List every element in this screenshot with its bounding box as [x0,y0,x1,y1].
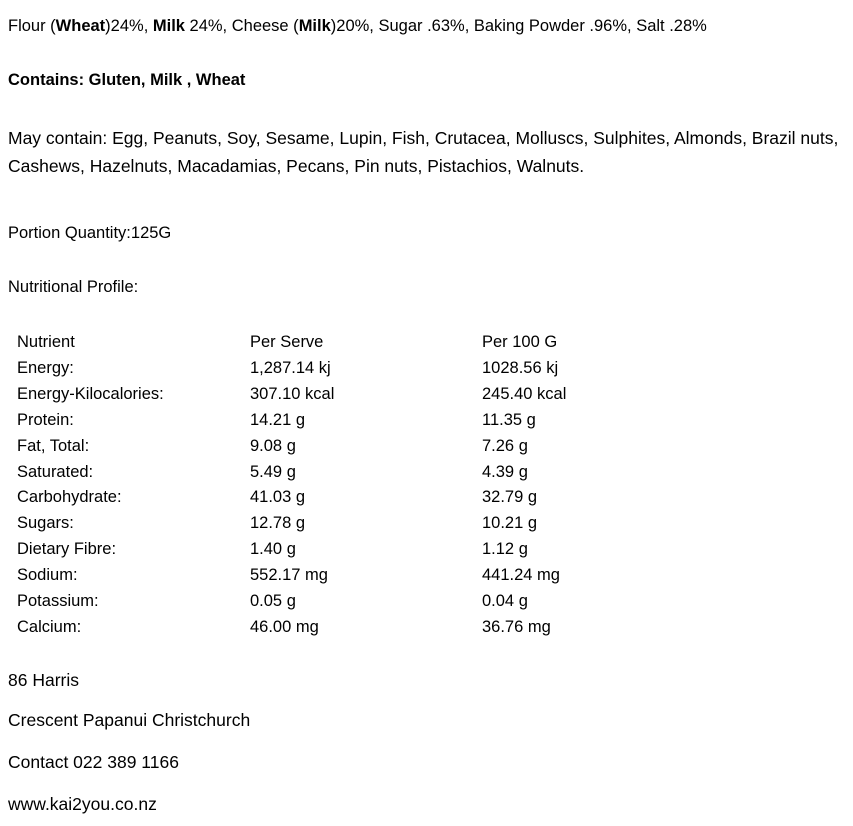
header-per-serve: Per Serve [250,333,324,351]
nutrient-name: Protein: [17,410,74,429]
ingredients-rest: )20%, Sugar .63%, Baking Powder .96%, Salt .28% [330,17,707,35]
nutrient-name: Energy-Kilocalories: [17,384,164,403]
contains-allergens: Contains: Gluten, Milk , Wheat [8,71,246,89]
ingredients-cheese-milk: Milk [298,17,331,35]
nutrition-row [8,356,682,382]
nutritional-profile-heading: Nutritional Profile: [8,278,139,296]
per-serve-value: 552.17 mg [250,566,328,585]
per-100g-value: 0.04 g [482,592,528,611]
website-link[interactable]: www.kai2you.co.nz [8,794,157,814]
per-100g-value: 1028.56 kj [482,358,559,377]
ingredients-milk: Milk [152,17,185,35]
ingredients-flour-pct: )24%, [105,17,153,35]
nutrition-row [8,460,682,486]
ingredients-flour: Flour ( [8,17,56,35]
nutrition-row [8,615,682,641]
per-serve-value: 9.08 g [250,436,296,455]
portion-quantity: Portion Quantity:125G [8,224,172,242]
nutrient-name: Fat, Total: [17,436,90,455]
per-serve-value: 1.40 g [250,540,296,559]
may-contain-line-1: May contain: Egg, Peanuts, Soy, Sesame, Lupin, Fish, Crutacea, Molluscs, Sulphites, Almonds, Brazil nuts, [8,128,839,148]
per-serve-value: 0.05 g [250,592,296,611]
nutrition-row [8,537,682,563]
ingredients-cheese: 24%, Cheese ( [184,17,299,35]
per-serve-value: 12.78 g [250,514,306,533]
per-serve-value: 1,287.14 kj [250,358,331,377]
per-serve-value: 41.03 g [250,488,306,507]
may-contain-line-2: Cashews, Hazelnuts, Macadamias, Pecans, Pin nuts, Pistachios, Walnuts. [8,156,585,176]
nutrition-row [8,382,682,408]
nutrient-name: Sodium: [17,566,78,585]
per-100g-value: 1.12 g [482,540,528,559]
header-nutrient: Nutrient [17,333,75,351]
per-serve-value: 307.10 kcal [250,384,335,403]
nutrient-name: Energy: [17,358,74,377]
nutrient-name: Carbohydrate: [17,488,122,507]
nutrition-row [8,485,682,511]
nutrition-row [8,589,682,615]
nutrition-row [8,563,682,589]
nutrition-row [8,434,682,460]
contact-phone: Contact 022 389 1166 [8,752,179,772]
per-100g-value: 245.40 kcal [482,384,567,403]
per-serve-value: 46.00 mg [250,617,319,636]
nutrition-row [8,511,682,537]
header-per-100g: Per 100 G [482,333,558,351]
per-serve-value: 14.21 g [250,410,306,429]
ingredients-wheat: Wheat [55,17,106,35]
per-serve-value: 5.49 g [250,462,296,481]
nutrient-name: Sugars: [17,514,74,533]
per-100g-value: 32.79 g [482,488,538,507]
per-100g-value: 7.26 g [482,436,528,455]
nutrient-name: Dietary Fibre: [17,540,117,559]
per-100g-value: 11.35 g [482,410,536,429]
per-100g-value: 441.24 mg [482,566,560,585]
nutrition-table [8,330,682,641]
address-line-2: Crescent Papanui Christchurch [8,710,251,730]
nutrition-header-row [8,330,682,356]
nutrition-row [8,408,682,434]
address-line-1: 86 Harris [8,670,79,690]
per-100g-value: 36.76 mg [482,617,551,636]
nutrient-name: Potassium: [17,592,99,611]
nutrient-name: Calcium: [17,617,82,636]
ingredients-line [8,17,707,36]
per-100g-value: 4.39 g [482,462,528,481]
per-100g-value: 10.21 g [482,514,538,533]
nutrient-name: Saturated: [17,462,94,481]
